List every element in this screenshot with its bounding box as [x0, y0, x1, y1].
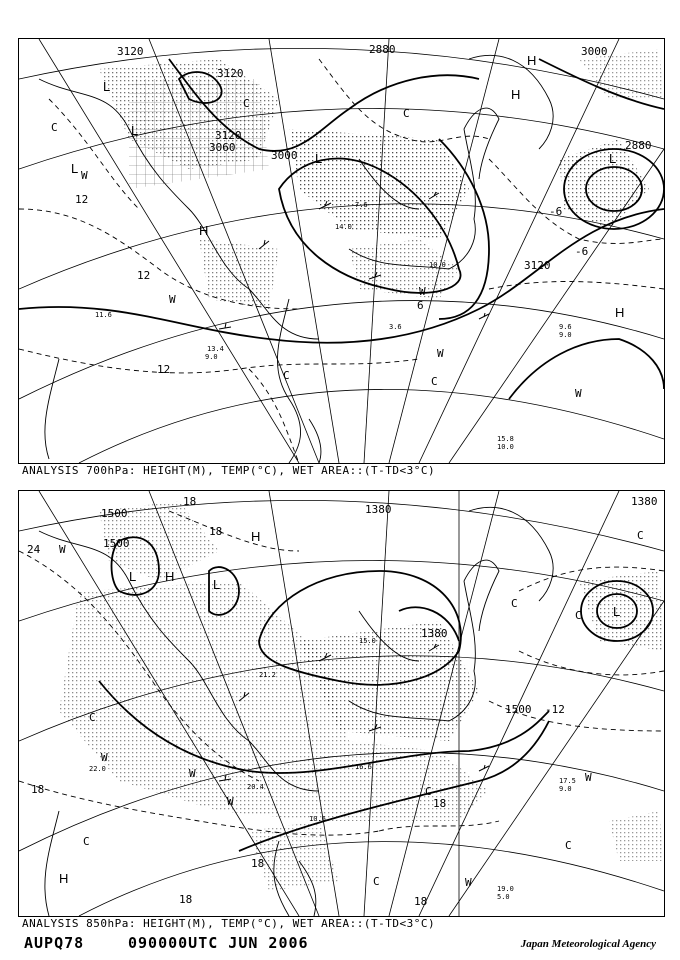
- height-label: 3120: [117, 45, 144, 58]
- low-center: L: [213, 577, 221, 592]
- isotherm-label: 12: [137, 269, 151, 282]
- height-label: 1500: [505, 703, 532, 716]
- station-temp: 10.0: [429, 261, 446, 269]
- warm-mark: W: [465, 876, 472, 889]
- station-temp: 21.2: [259, 671, 276, 679]
- warm-mark: W: [169, 293, 176, 306]
- height-label: 1500: [101, 507, 128, 520]
- caption-700hpa: ANALYSIS 700hPa: HEIGHT(M), TEMP(°C), WET AREA::(T-TD<3°C): [22, 464, 436, 477]
- station-temp: 16.6: [355, 763, 372, 771]
- isotherm-label: 12: [75, 193, 89, 206]
- isotherm-label: -6: [549, 205, 563, 218]
- low-center: L: [315, 151, 323, 166]
- station-temp: 9.6: [559, 323, 572, 331]
- agency-name: Japan Meteorological Agency: [520, 938, 656, 950]
- station-temp: 15.8: [497, 435, 514, 443]
- low-center: L: [103, 79, 111, 94]
- cold-mark: C: [511, 597, 518, 610]
- map-700hpa: [19, 39, 664, 463]
- wet-area: [59, 501, 664, 891]
- high-center: H: [59, 871, 69, 886]
- high-center: H: [527, 53, 537, 68]
- station-temp: 20.4: [247, 783, 264, 791]
- height-label: 3000: [271, 149, 298, 162]
- cold-mark: C: [431, 375, 438, 388]
- valid-time: 090000UTC JUN 2006: [128, 934, 309, 952]
- map-panel-850hpa: [18, 490, 665, 917]
- isotherm-label: 6: [417, 299, 424, 312]
- isotherm-labels: [75, 193, 588, 376]
- warm-mark: W: [585, 771, 592, 784]
- isotherm-label: 18: [209, 525, 223, 538]
- cold-mark: C: [283, 369, 290, 382]
- height-label: 1500: [103, 537, 130, 550]
- low-center: L: [131, 123, 139, 138]
- warm-mark: W: [575, 387, 582, 400]
- high-center: H: [199, 223, 209, 238]
- isotherm-label: 18: [433, 797, 447, 810]
- cold-mark: C: [89, 711, 96, 724]
- station-dewpoint: 9.0: [559, 331, 572, 339]
- station-temp: 13.4: [207, 345, 224, 353]
- radar-grid-area: [129, 79, 269, 189]
- height-label: 1380: [365, 503, 392, 516]
- station-temp: 15.0: [359, 637, 376, 645]
- cold-mark: C: [373, 875, 380, 888]
- cold-mark: C: [575, 609, 582, 622]
- height-label: 3000: [581, 45, 608, 58]
- low-center: L: [129, 569, 137, 584]
- low-center: L: [71, 161, 79, 176]
- warm-mark: W: [101, 751, 108, 764]
- station-temp: 19.0: [497, 885, 514, 893]
- high-center: H: [165, 569, 175, 584]
- height-label: 1380: [421, 627, 448, 640]
- height-label: 2880: [625, 139, 652, 152]
- isotherm-label: 18: [31, 783, 45, 796]
- isotherms: [19, 59, 664, 463]
- isotherm-label: 18: [251, 857, 265, 870]
- caption-850hpa: ANALYSIS 850hPa: HEIGHT(M), TEMP(°C), WET AREA::(T-TD<3°C): [22, 917, 436, 930]
- station-temp: 3.6: [389, 323, 402, 331]
- height-label: 3120: [524, 259, 551, 272]
- isotherm-label: 18: [183, 495, 197, 508]
- station-temp: 14.0: [335, 223, 352, 231]
- cold-mark: C: [403, 107, 410, 120]
- height-label: 2880: [369, 43, 396, 56]
- station-temp: 10.6: [309, 815, 326, 823]
- high-center: H: [615, 305, 625, 320]
- high-center: H: [251, 529, 261, 544]
- station-temp: 11.6: [95, 311, 112, 319]
- station-observations: [95, 201, 572, 451]
- chart-code: AUPQ78: [24, 934, 85, 952]
- station-temp: 9.0: [205, 353, 218, 361]
- coastlines: [39, 55, 553, 463]
- warm-mark: W: [227, 795, 234, 808]
- station-temp: 17.5: [559, 777, 576, 785]
- height-label: 3060: [209, 141, 236, 154]
- cold-mark: C: [425, 785, 432, 798]
- station-dewpoint: 5.0: [497, 893, 510, 901]
- warm-mark: W: [437, 347, 444, 360]
- isotherm-label: 12: [157, 363, 171, 376]
- cold-mark: C: [51, 121, 58, 134]
- station-temp: 7.6: [355, 201, 368, 209]
- warm-mark: W: [189, 767, 196, 780]
- height-label: 3120: [217, 67, 244, 80]
- isotherm-label: -6: [575, 245, 589, 258]
- warm-mark: W: [419, 285, 426, 298]
- warm-mark: W: [81, 169, 88, 182]
- cold-mark: C: [243, 97, 250, 110]
- cold-mark: C: [637, 529, 644, 542]
- low-center: L: [609, 151, 617, 166]
- height-label: 1380: [631, 495, 658, 508]
- map-850hpa: [19, 491, 664, 916]
- station-dewpoint: 10.0: [497, 443, 514, 451]
- height-label: 3120: [215, 129, 242, 142]
- low-center: L: [613, 604, 621, 619]
- warm-mark: W: [59, 543, 66, 556]
- isotherm-label: 18: [414, 895, 428, 908]
- isotherm-label: 18: [179, 893, 193, 906]
- isotherm-label: -12: [545, 703, 565, 716]
- station-temp: 22.0: [89, 765, 106, 773]
- cold-mark: C: [83, 835, 90, 848]
- map-panel-700hpa: [18, 38, 665, 464]
- high-center: H: [511, 87, 521, 102]
- isotherm-label: 24: [27, 543, 41, 556]
- cold-mark: C: [565, 839, 572, 852]
- station-dewpoint: 9.0: [559, 785, 572, 793]
